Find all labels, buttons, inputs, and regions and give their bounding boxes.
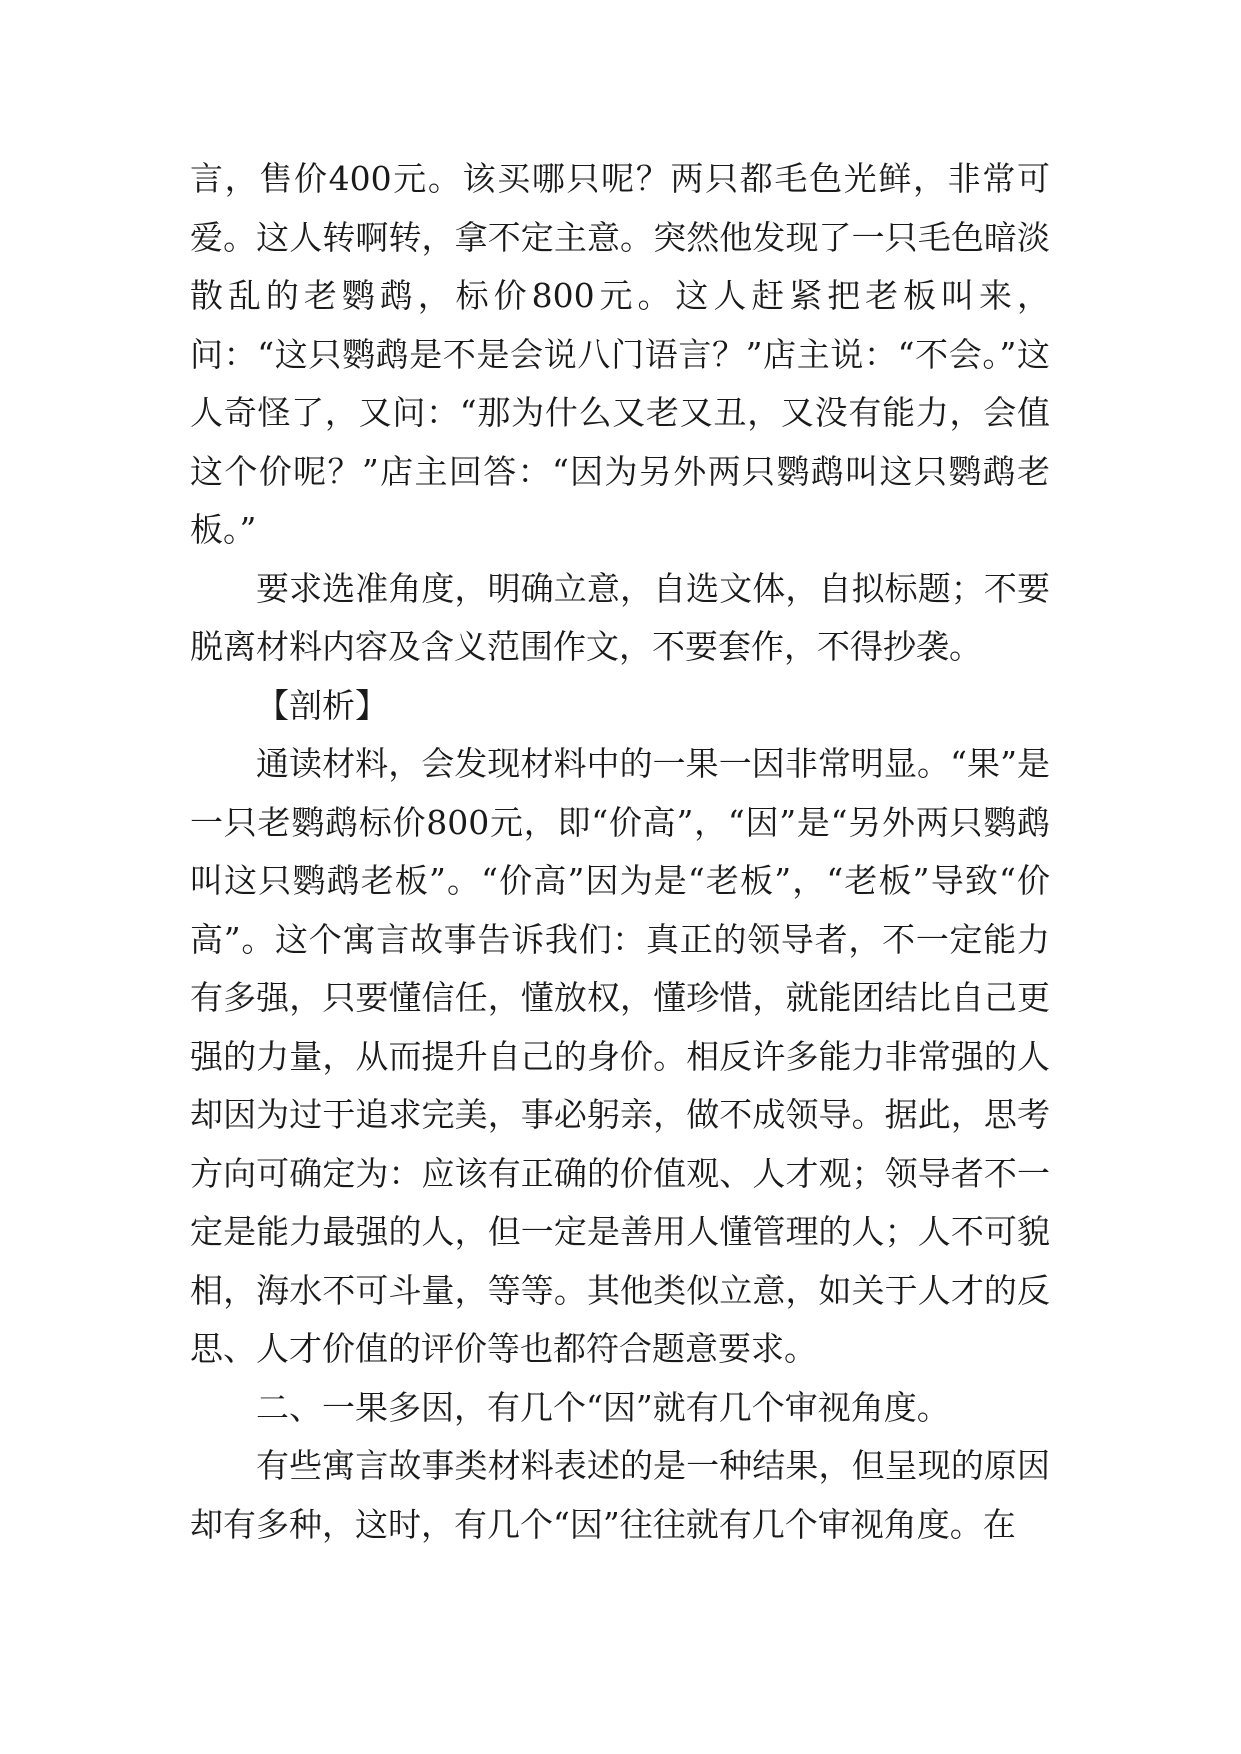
document-page xyxy=(190,150,1050,1554)
paragraph-multiple-causes-intro: 有些寓言故事类材料表述的是一种结果，但呈现的原因却有多种，这时，有几个“因”往往就有几个审视角度。在 xyxy=(190,1446,1050,1544)
paragraph-writing-requirements: 要求选准角度，明确立意，自选文体，自拟标题；不要脱离材料内容及含义范围作文，不要套作，不得抄袭。 xyxy=(190,568,1050,666)
section-heading-analysis: 【剖析】 xyxy=(256,685,388,725)
paragraph-subheading-multiple-causes: 二、一果多因，有几个“因”就有几个审视角度。 xyxy=(256,1387,950,1427)
paragraph-parrot-story: 言，售价400元。该买哪只呢？两只都毛色光鲜，非常可爱。这人转啊转，拿不定主意。突然他发现了一只毛色暗淡散乱的老鹦鹉，标价800元。这人赶紧把老板叫来，问：“这只鹦鹉是不是会说八门语言？”店主说：“不会。”这人奇怪了，又问：“那为什么又老又丑，又没有能力，会值这个价呢？”店主回答：“因为另外两只鹦鹉叫这只鹦鹉老板。” xyxy=(190,159,1050,549)
paragraph-analysis: 通读材料，会发现材料中的一果一因非常明显。“果”是一只老鹦鹉标价800元，即“价高”，“因”是“另外两只鹦鹉叫这只鹦鹉老板”。“价高”因为是“老板”，“老板”导致“价高”。这个寓言故事告诉我们：真正的领导者，不一定能力有多强，只要懂信任，懂放权，懂珍惜，就能团结比自己更强的力量，从而提升自己的身价。相反许多能力非常强的人却因为过于追求完美，事必躬亲，做不成领导。据此，思考方向可确定为：应该有正确的价值观、人才观；领导者不一定是能力最强的人，但一定是善用人懂管理的人；人不可貌相，海水不可斗量，等等。其他类似立意，如关于人才的反思、人才价值的评价等也都符合题意要求。 xyxy=(190,744,1050,1368)
